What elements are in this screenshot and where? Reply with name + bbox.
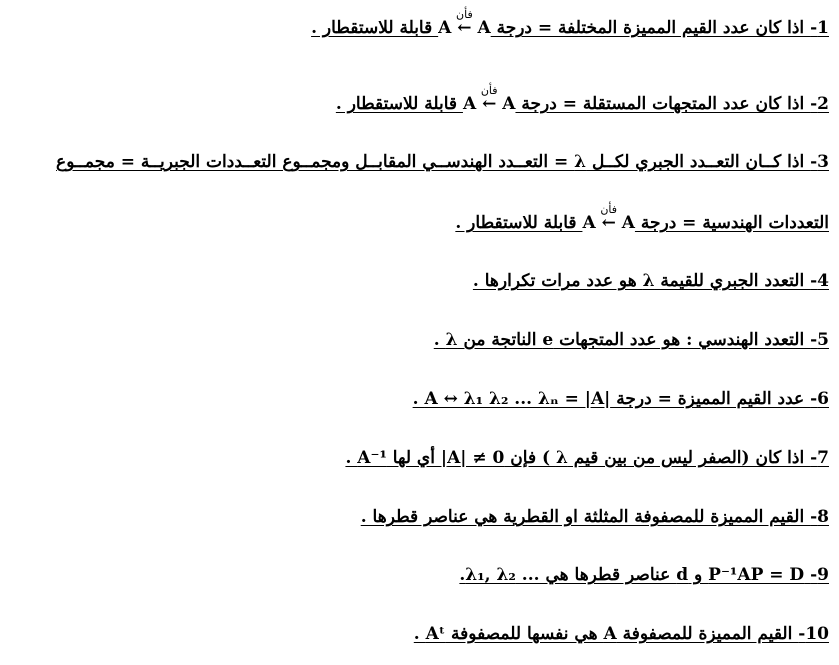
- item-9: 9- P⁻¹AP = D و d عناصر قطرها هي ... λ₁, λ₂.: [459, 565, 829, 585]
- item-8: 8- القيم المميزة للمصفوفة المثلثة او القطرية هي عناصر قطرها .: [360, 507, 829, 527]
- item-5: 5- التعدد الهندسي : هو عدد المتجهات e الناتجة من λ .: [433, 330, 829, 350]
- item-3: 3- اذا كــان التعــدد الجبري لكــل λ = التعــدد الهندســي المقابــل ومجمــوع التعــددات الجبريــة = مجمــوع: [56, 152, 829, 172]
- item-1: 1- اذا كان عدد القيم المميزة المختلفة = درجة A ← فأن A قابلة للاستقطار .: [311, 8, 829, 38]
- item-2: 2- اذا كان عدد المتجهات المستقلة = درجة A ← فأن A قابلة للاستقطار .: [335, 84, 829, 114]
- item-3-continued: التعددات الهندسية = درجة A ← فأن A قابلة للاستقطار .: [455, 203, 829, 233]
- item-10: 10- القيم المميزة للمصفوفة A هي نفسها للمصفوفة Aᵗ .: [413, 624, 829, 644]
- item-7: 7- اذا كان (الصفر ليس من بين قيم λ ) فإن 0 ≠ |A| أي لها A⁻¹ .: [345, 448, 829, 468]
- item-4: 4- التعدد الجبري للقيمة λ هو عدد مرات تكرارها .: [472, 271, 829, 291]
- item-6: 6- عدد القيم المميزة = درجة A ↔ λ₁ λ₂ ... λₙ = |A| .: [412, 389, 829, 409]
